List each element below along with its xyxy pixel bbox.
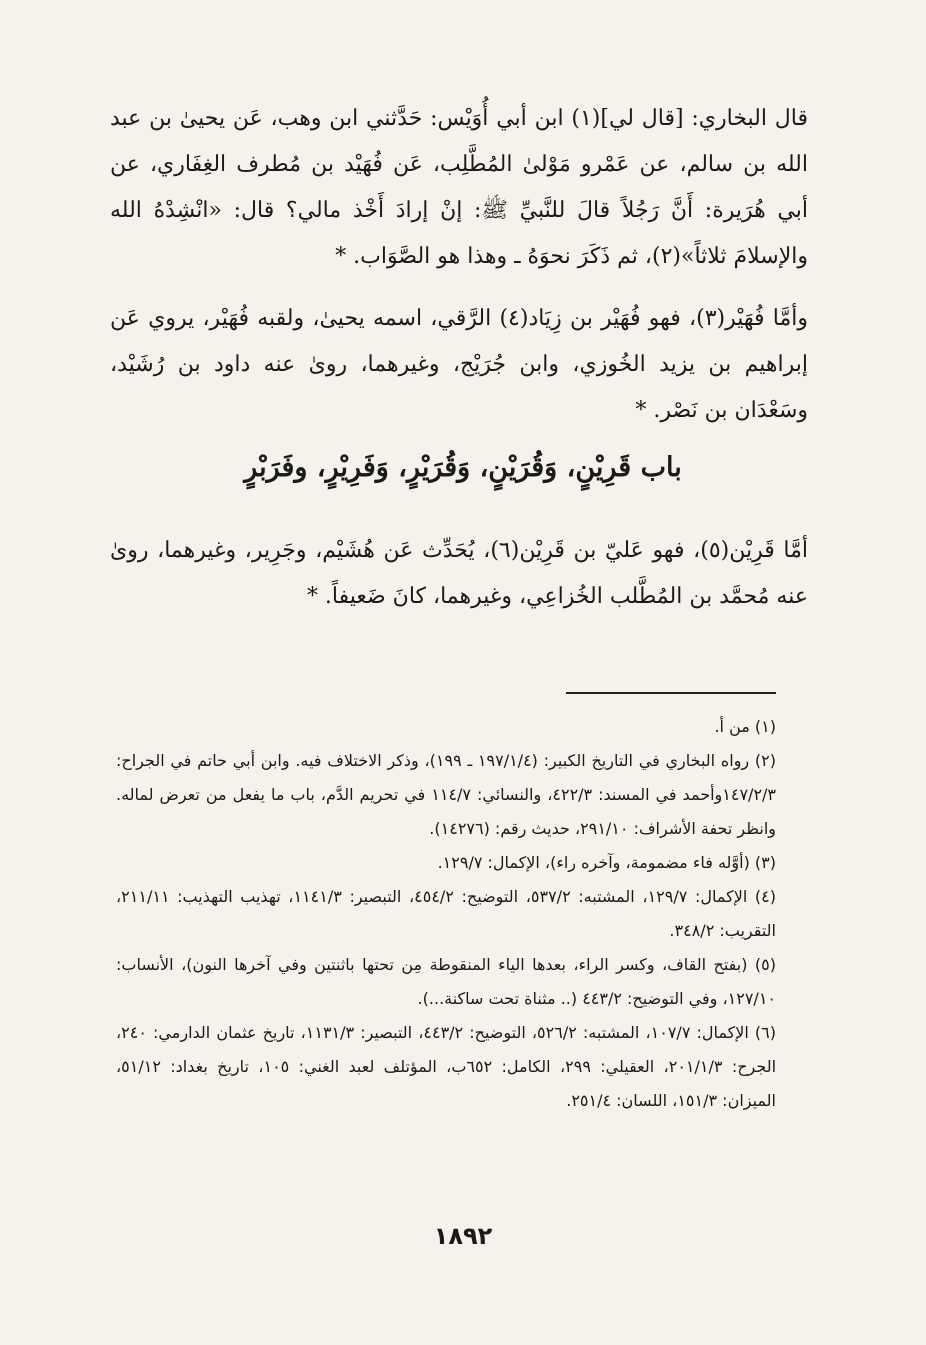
footnote-separator [566,692,776,694]
paragraph-text: قال البخاري: [قال لي](١) ابن أبي أُوَيْس: حَدَّثني ابن وهب، عَن يحيىٰ بن عبد الله بن سالم، عن عَمْرو مَوْلىٰ المُطَّلِب، عَن فُهَيْد بن مُطرف الغِفَاري، عن أبي هُرَيرة: أَنَّ رَجُلاً قالَ للنَّبيِّ ﷺ: إنْ إرادَ أَخْذ مالي؟ قال: «انْشِدْهُ الله والإسلامَ ثلاثاً»(٢)، ثم ذَكَرَ نحوَهُ ـ وهذا هو الصَّوَاب. * [110,106,809,269]
body-paragraph-3 [110,528,808,620]
page-number: ١٨٩٢ [433,1222,493,1250]
paragraph-text: أمَّا قَرِيْن(٥)، فهو عَليّ بن قَرِيْن(٦)، يُحَدِّث عَن هُشَيْم، وجَرِير، وغيرهما، روىٰ عنه مُحمَّد بن المُطَّلب الخُزاعِي، وغيرهما، كانَ ضَعيفاً. * [110,538,809,609]
section-heading: باب قَرِيْنٍ، وَقُرَيْنٍ، وَقُرَيْرٍ، وَفَرِيْرٍ، وفَرَبْرٍ [244,452,682,483]
footnote-6: (٦) الإكمال: ١٠٧/٧، المشتبه: ٥٢٦/٢، التوضيح: ٤٤٣/٢، التبصير: ١١٣١/٣، تاريخ عثمان الدارمي: ٢٤٠، الجرح: ٢٠١/١/٣، العقيلي: ٢٩٩، الكامل: ٦٥٢ب، المؤتلف لعبد الغني: ١٠٥، تاريخ بغداد: ٥١/١٢، الميزان: ١٥١/٣، اللسان: ٢٥١/٤. [116,1023,777,1110]
footnotes [116,710,776,1118]
footnote-1: (١) من أ. [714,717,776,736]
footnote-4: (٤) الإكمال: ١٢٩/٧، المشتبه: ٥٣٧/٢، التوضيح: ٤٥٤/٢، التبصير: ١١٤١/٣، تهذيب التهذيب: ٢١١/١١، التقريب: ٣٤٨/٢. [116,887,777,940]
body-paragraph-1 [110,96,808,280]
body-paragraph-2 [110,296,808,434]
paragraph-text: وأمَّا فُهَيْر(٣)، فهو فُهَيْر بن زِيَاد(٤) الرَّقي، اسمه يحيىٰ، ولقبه فُهَيْر، يروي عَن إبراهيم بن يزيد الخُوزي، وابن جُرَيْج، وغيرهما، روىٰ عنه داود بن رُشَيْد، وسَعْدَان بن نَصْر. * [110,306,808,423]
footnote-2: (٢) رواه البخاري في التاريخ الكبير: (١٩٧/١/٤ ـ ١٩٩)، وذكر الاختلاف فيه. وابن أبي حاتم في الجراح: ١٤٧/٢/٣وأحمد في المسند: ٤٢٢/٣، والنسائي: ١١٤/٧ في تحريم الدَّم، باب ما يفعل من تعرض لماله. وانظر تحفة الأشراف: ٢٩١/١٠، حديث رقم: (١٤٢٧٦). [116,751,777,838]
footnote-3: (٣) (أوَّله فاء مضمومة، وآخره راء)، الإكمال: ١٢٩/٧. [437,853,776,872]
footnote-5: (٥) (بفتح القاف، وكسر الراء، بعدها الياء المنقوطة مِن تحتها باثنتين وفي آخرها النون)، الأنساب: ١٢٧/١٠، وفي التوضيح: ٤٤٣/٢ (.. مثناة تحت ساكنة...). [116,955,776,1008]
